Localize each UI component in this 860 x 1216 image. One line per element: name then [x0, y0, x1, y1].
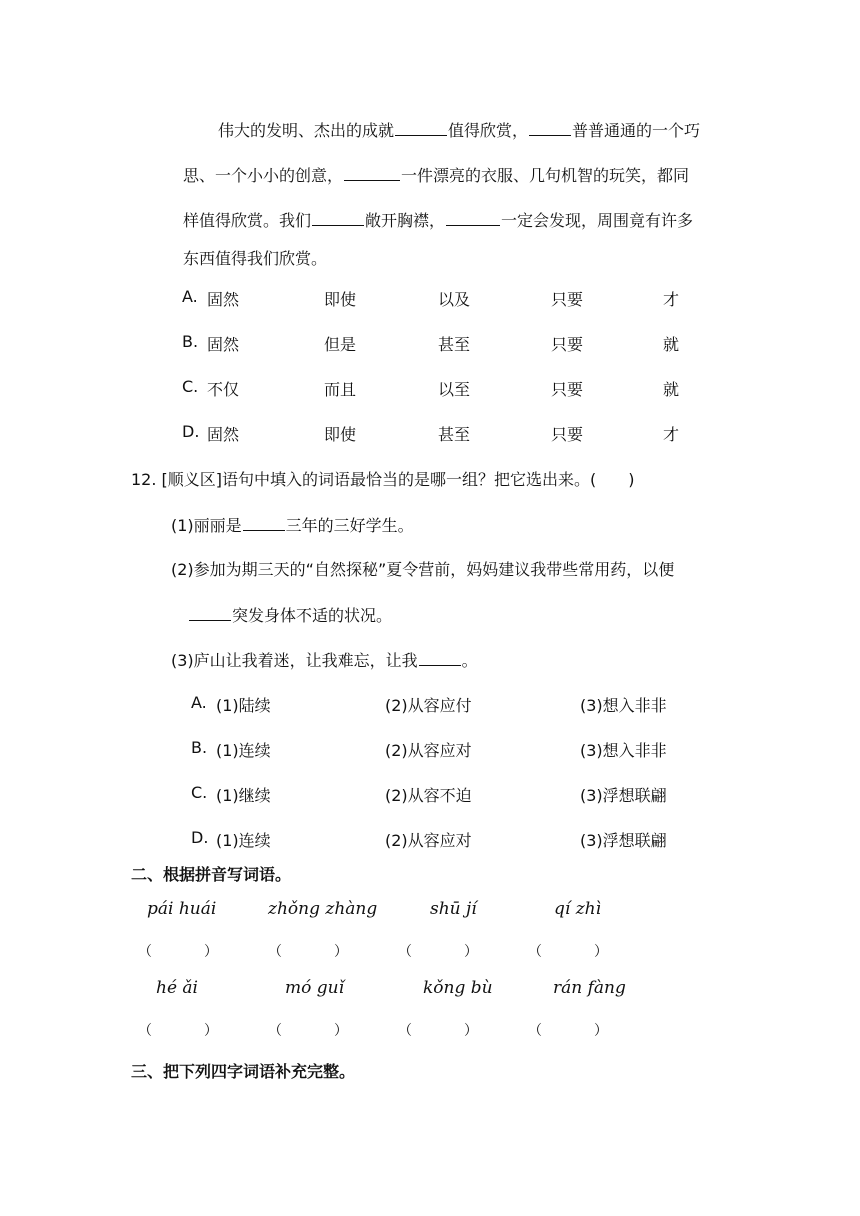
- q11-paragraph-line-4: [183, 246, 327, 269]
- paren-open: （: [398, 944, 412, 960]
- text: (1)丽丽是: [171, 516, 242, 535]
- option-word: (2)从容不迫: [385, 786, 472, 805]
- option-word: 即使: [324, 290, 357, 309]
- section-3-title: 三、把下列四字词语补充完整。: [131, 1062, 356, 1081]
- fill-blank: [189, 619, 231, 621]
- text: (3)庐山让我着迷，让我难忘，让我: [171, 651, 418, 670]
- option-word: 但是: [324, 335, 357, 354]
- text: 东西值得我们欣赏。: [183, 249, 328, 268]
- option-word: 只要: [551, 335, 584, 354]
- q12-sentence-1: [171, 513, 414, 536]
- paren-open: （: [138, 944, 152, 960]
- fill-blank: [243, 529, 285, 531]
- paren-open: （: [528, 1023, 542, 1039]
- pinyin: mó guǐ: [285, 978, 345, 998]
- paren-open: （: [268, 944, 282, 960]
- fill-blank: [446, 224, 500, 226]
- text: 思、一个小小的创意，: [183, 166, 344, 185]
- fill-blank: [529, 134, 571, 136]
- option-word: 固然: [207, 335, 240, 354]
- option-letter: D.: [191, 828, 209, 847]
- q11-paragraph-line-1: [218, 118, 700, 141]
- text: 三年的三好学生。: [285, 516, 414, 535]
- option-word: 以及: [438, 290, 471, 309]
- paren-open: （: [398, 1023, 412, 1039]
- option-word: 而且: [324, 380, 357, 399]
- option-word: 只要: [551, 380, 584, 399]
- option-word: 就: [663, 335, 680, 354]
- pinyin: pái huái: [147, 899, 217, 919]
- option-letter: C.: [182, 377, 199, 396]
- option-word: (1)继续: [216, 786, 271, 805]
- option-word: 只要: [551, 290, 584, 309]
- option-word: 才: [663, 425, 680, 444]
- q11-paragraph-line-3: [183, 208, 693, 231]
- pinyin: zhǒng zhàng: [268, 899, 378, 919]
- option-word: (1)连续: [216, 741, 271, 760]
- section-2-title: 二、根据拼音写词语。: [131, 865, 292, 884]
- paren-close: ）: [334, 1023, 348, 1039]
- text: 值得欣赏，: [448, 121, 529, 140]
- option-word: 才: [663, 290, 680, 309]
- option-word: 固然: [207, 425, 240, 444]
- text: 伟大的发明、杰出的成就: [218, 121, 395, 140]
- fill-blank: [395, 134, 447, 136]
- option-word: 以至: [438, 380, 471, 399]
- option-word: 甚至: [438, 425, 471, 444]
- pinyin: hé ǎi: [156, 978, 198, 998]
- paren-close: ）: [334, 944, 348, 960]
- option-word: (3)想入非非: [580, 741, 667, 760]
- paren-open: （: [268, 1023, 282, 1039]
- option-word: 固然: [207, 290, 240, 309]
- option-word: (3)想入非非: [580, 696, 667, 715]
- option-letter: C.: [191, 783, 208, 802]
- option-word: (2)从容应对: [385, 741, 472, 760]
- q12-sentence-2: (2)参加为期三天的“自然探秘”夏令营前，妈妈建议我带些常用药，以便: [171, 560, 675, 579]
- option-word: (1)陆续: [216, 696, 271, 715]
- option-word: (2)从容应对: [385, 831, 472, 850]
- option-word: (3)浮想联翩: [580, 831, 667, 850]
- option-word: 甚至: [438, 335, 471, 354]
- q12-sentence-2-cont: [188, 603, 392, 626]
- pinyin: kǒng bù: [423, 978, 493, 998]
- text: 一定会发现，周围竟有许多: [501, 211, 694, 230]
- option-letter: A.: [182, 287, 198, 306]
- option-letter: D.: [182, 422, 200, 441]
- option-word: 只要: [551, 425, 584, 444]
- q12-stem: 12. [顺义区]语句中填入的词语最恰当的是哪一组？把它选出来。( ): [131, 470, 635, 489]
- option-word: 即使: [324, 425, 357, 444]
- text: 样值得欣赏。我们: [183, 211, 312, 230]
- text: 突发身体不适的状况。: [232, 606, 393, 625]
- option-word: (1)连续: [216, 831, 271, 850]
- paren-close: ）: [594, 1023, 608, 1039]
- paren-close: ）: [464, 1023, 478, 1039]
- option-letter: A.: [191, 693, 207, 712]
- pinyin: shū jí: [430, 899, 477, 919]
- q12-sentence-3: [171, 648, 478, 671]
- paren-close: ）: [594, 944, 608, 960]
- paren-close: ）: [464, 944, 478, 960]
- text: 敞开胸襟，: [365, 211, 446, 230]
- pinyin: rán fàng: [553, 978, 626, 998]
- text: 普普通通的一个巧: [572, 121, 701, 140]
- option-word: 不仅: [207, 380, 240, 399]
- text: 。: [461, 651, 478, 670]
- q11-paragraph-line-2: [183, 163, 689, 186]
- text: 一件漂亮的衣服、几句机智的玩笑，都同: [401, 166, 690, 185]
- fill-blank: [344, 179, 400, 181]
- paren-close: ）: [204, 1023, 218, 1039]
- option-letter: B.: [182, 332, 199, 351]
- option-letter: B.: [191, 738, 208, 757]
- option-word: (2)从容应付: [385, 696, 472, 715]
- pinyin: qí zhì: [554, 899, 602, 919]
- fill-blank: [419, 664, 461, 666]
- paren-open: （: [528, 944, 542, 960]
- fill-blank: [312, 224, 364, 226]
- option-word: (3)浮想联翩: [580, 786, 667, 805]
- paren-close: ）: [204, 944, 218, 960]
- option-word: 就: [663, 380, 680, 399]
- paren-open: （: [138, 1023, 152, 1039]
